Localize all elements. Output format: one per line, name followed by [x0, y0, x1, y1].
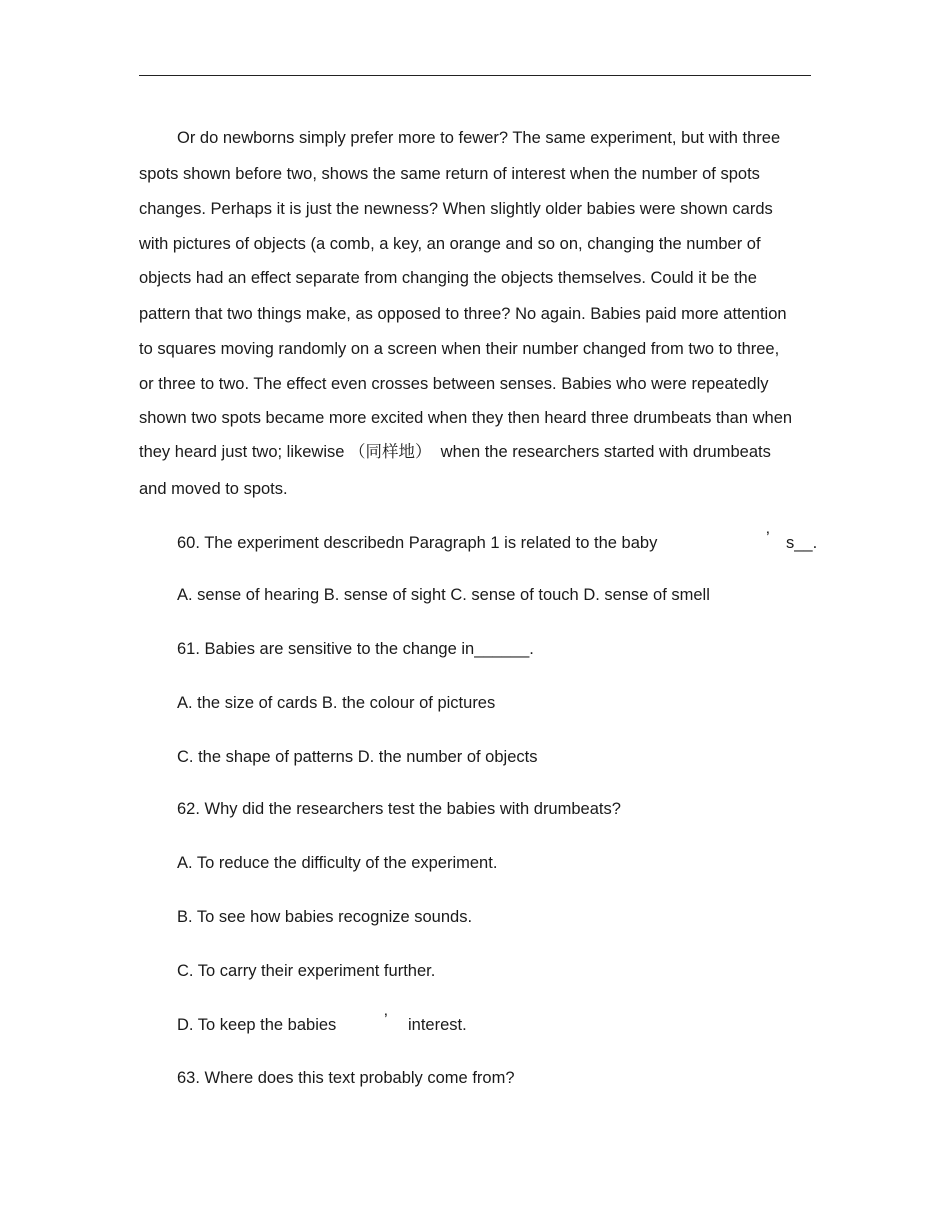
- option-d-apostrophe: ’: [384, 1011, 388, 1029]
- option-c: C. To carry their experiment further.: [177, 962, 436, 980]
- passage-line: they heard just two; likewise （同样地） when the researchers started with drumbeats: [139, 443, 771, 461]
- passage-line: objects had an effect separate from changing the objects themselves. Could it be the: [139, 269, 757, 287]
- passage-line: spots shown before two, shows the same return of interest when the number of spots: [139, 165, 760, 183]
- option-d: D. To keep the babies: [177, 1016, 337, 1034]
- passage-line: changes. Perhaps it is just the newness? When slightly older babies were shown cards: [139, 200, 773, 218]
- passage-line: pattern that two things make, as opposed to three? No again. Babies paid more attention: [139, 305, 787, 323]
- option-b: B. To see how babies recognize sounds.: [177, 908, 473, 926]
- question-options: A. the size of cards B. the colour of pictures: [177, 694, 496, 712]
- option-a: A. To reduce the difficulty of the experiment.: [177, 854, 498, 872]
- question-stem: 61. Babies are sensitive to the change in______.: [177, 640, 534, 658]
- question-apostrophe: ’: [766, 529, 770, 547]
- passage-line: and moved to spots.: [139, 480, 288, 498]
- question-stem: 63. Where does this text probably come from?: [177, 1069, 515, 1087]
- header-rule: [139, 75, 811, 76]
- question-stem: 62. Why did the researchers test the babies with drumbeats?: [177, 800, 621, 818]
- passage-line: to squares moving randomly on a screen when their number changed from two to three,: [139, 340, 780, 358]
- question-options: C. the shape of patterns D. the number of objects: [177, 748, 538, 766]
- passage-line: Or do newborns simply prefer more to fewer? The same experiment, but with three: [177, 129, 781, 147]
- passage-line: with pictures of objects (a comb, a key, an orange and so on, changing the number of: [139, 235, 761, 253]
- question-options: A. sense of hearing B. sense of sight C. sense of touch D. sense of smell: [177, 586, 710, 604]
- option-d-end: interest.: [408, 1016, 467, 1034]
- question-stem-end: s__.: [786, 534, 818, 552]
- question-stem: 60. The experiment describedn Paragraph 1 is related to the baby: [177, 534, 658, 552]
- passage-line: shown two spots became more excited when they then heard three drumbeats than when: [139, 409, 793, 427]
- passage-line: or three to two. The effect even crosses between senses. Babies who were repeatedly: [139, 375, 769, 393]
